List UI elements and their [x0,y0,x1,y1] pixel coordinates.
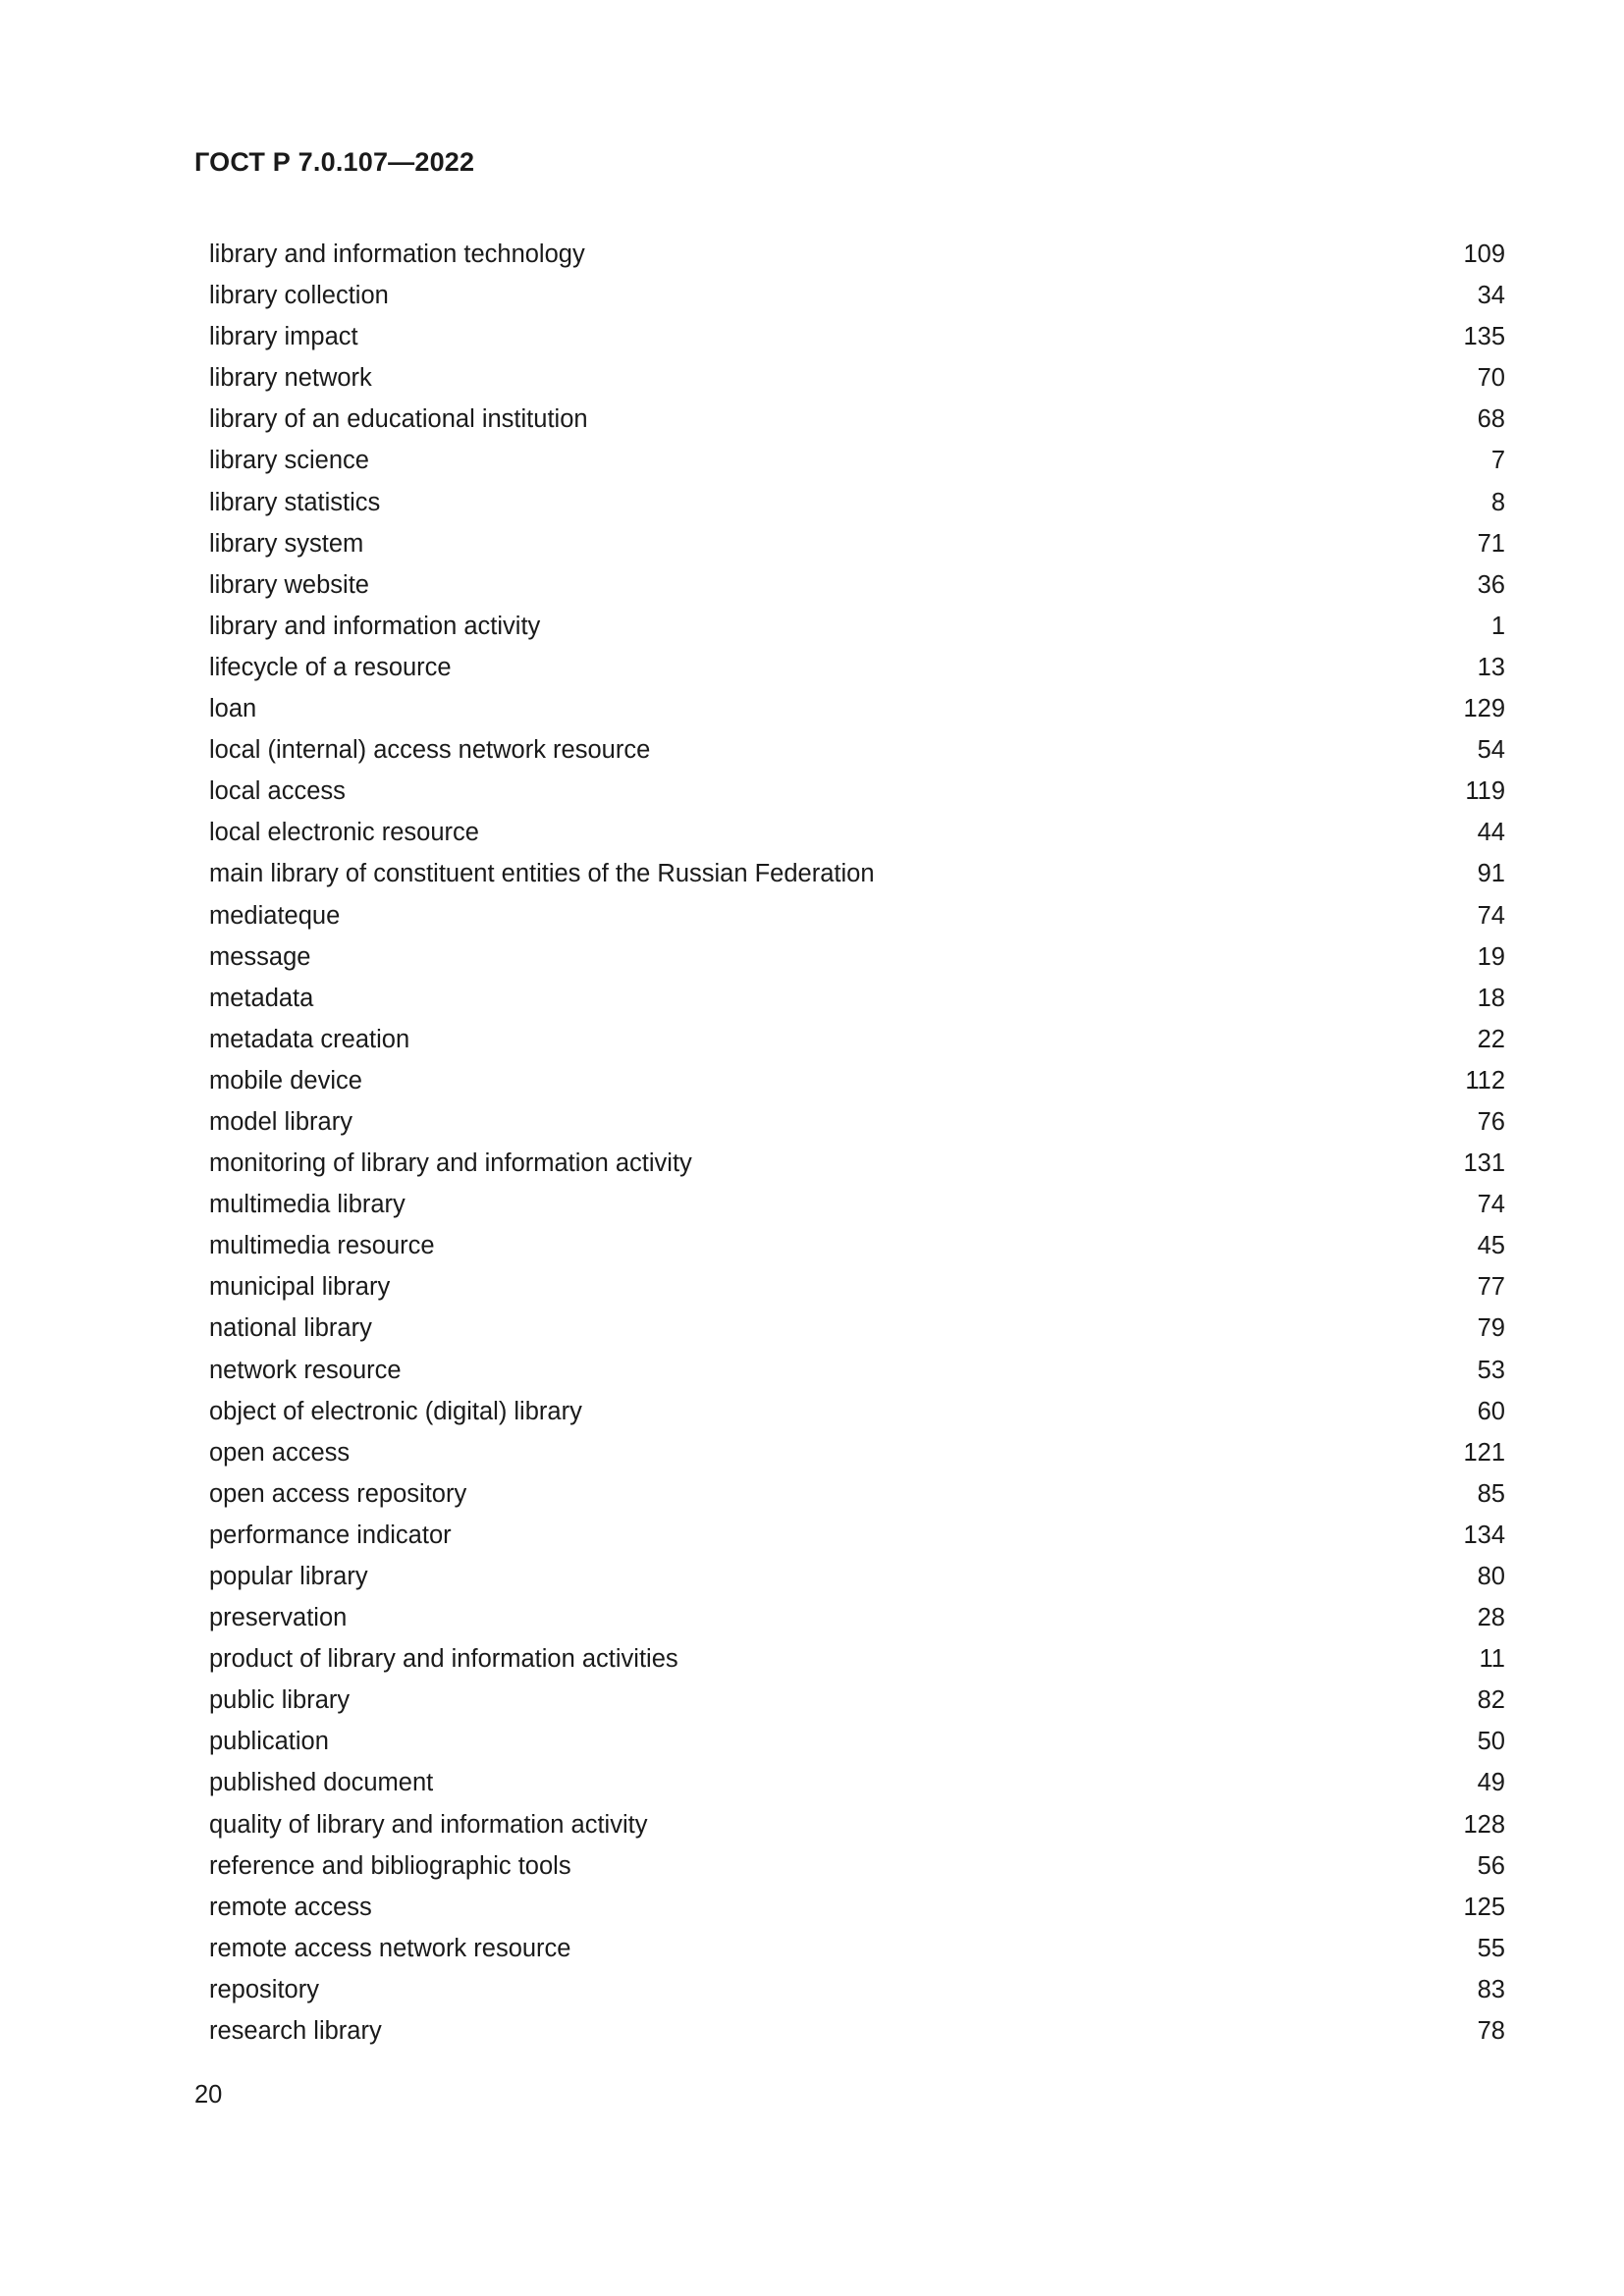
index-term: local electronic resource [209,819,479,847]
index-term-number: 91 [1477,860,1505,888]
index-term-number: 68 [1477,405,1505,434]
index-term-number: 77 [1477,1273,1505,1302]
index-term: public library [209,1686,351,1715]
index-term-number: 34 [1477,282,1505,310]
index-term: library and information technology [209,240,585,268]
index-entry [209,523,1505,564]
index-term: loan [209,695,257,723]
index-term: library statistics [209,488,381,516]
index-term-number: 70 [1477,364,1505,393]
index-term-number: 60 [1477,1397,1505,1425]
index-entry [209,1597,1505,1638]
index-term: remote access network resource [209,1934,571,1962]
index-entry [209,978,1505,1019]
index-term: open access repository [209,1479,467,1508]
index-entry [209,1473,1505,1515]
document-header: ГОСТ Р 7.0.107—2022 [194,147,475,177]
index-term-number: 82 [1477,1686,1505,1715]
index-entry [209,1432,1505,1473]
index-entry [209,1638,1505,1680]
index-term: local (internal) access network resource [209,736,651,765]
index-term-number: 13 [1477,653,1505,681]
index-term-number: 49 [1477,1769,1505,1797]
index-entry [209,895,1505,936]
index-entry [209,1887,1505,1928]
index-term-number: 125 [1463,1893,1505,1921]
index-term: object of electronic (digital) library [209,1397,582,1425]
index-entry [209,1969,1505,2010]
index-term-number: 56 [1477,1851,1505,1880]
index-term-number: 119 [1465,777,1505,806]
index-term: local access [209,777,346,806]
index-term-number: 128 [1463,1810,1505,1839]
index-term: popular library [209,1563,368,1590]
index-term-number: 44 [1477,819,1505,847]
index-term: product of library and information activities [209,1645,678,1674]
index-term-number: 80 [1477,1563,1505,1590]
index-entry [209,1350,1505,1391]
index-entry [209,647,1505,688]
index-term: municipal library [209,1273,391,1302]
index-term-number: 109 [1463,240,1505,268]
index-entry [209,1804,1505,1845]
index-term-number: 112 [1465,1066,1505,1095]
index-term-number: 54 [1477,736,1505,765]
index-entry [209,1928,1505,1969]
index-entry [209,234,1505,275]
index-term-number: 79 [1477,1314,1505,1343]
index-term-number: 53 [1477,1356,1505,1384]
index-term: library of an educational institution [209,405,588,434]
index-term-number: 71 [1477,529,1505,558]
index-term: mobile device [209,1066,362,1095]
index-term: library website [209,570,369,599]
index-term: model library [209,1107,352,1136]
index-term-number: 22 [1477,1025,1505,1053]
index-term: multimedia resource [209,1232,435,1260]
index-term-number: 134 [1463,1521,1505,1549]
index-entry [209,1845,1505,1887]
index-term: library and information activity [209,612,541,640]
index-entry [209,1101,1505,1143]
index-term-number: 85 [1477,1479,1505,1508]
index-entry [209,1266,1505,1308]
index-term: publication [209,1728,329,1756]
index-entry [209,688,1505,729]
index-term-number: 121 [1463,1438,1505,1467]
index-term: monitoring of library and information activity [209,1149,692,1178]
page-number: 20 [194,2081,223,2109]
index-term-number: 7 [1490,447,1505,475]
index-entry [209,853,1505,894]
index-term: library science [209,447,369,475]
index-term: library system [209,529,364,558]
index-term: repository [209,1975,319,2003]
index-entry [209,771,1505,812]
index-entry [209,1308,1505,1349]
index-term-number: 76 [1477,1107,1505,1136]
index-term: network resource [209,1356,402,1384]
index-entry [209,1721,1505,1762]
index-term-number: 55 [1477,1934,1505,1962]
index-term-number: 83 [1477,1975,1505,2003]
index-entry [209,482,1505,523]
index-term: open access [209,1438,351,1467]
index-term-number: 78 [1477,2017,1505,2046]
index-entry [209,812,1505,853]
index-term: metadata creation [209,1025,410,1053]
index-entry [209,1762,1505,1803]
index-term: main library of constituent entities of the Russian Federation [209,860,875,888]
index-entry [209,316,1505,357]
index-entry [209,729,1505,771]
index-term-number: 50 [1477,1728,1505,1756]
index-term: performance indicator [209,1521,452,1549]
index-term-number: 131 [1463,1149,1505,1178]
index-term-number: 129 [1463,695,1505,723]
index-term: preservation [209,1604,348,1632]
term-index-list [209,234,1505,2052]
index-entry [209,1225,1505,1266]
index-entry [209,1060,1505,1101]
index-term: published document [209,1769,434,1797]
index-term: research library [209,2017,382,2046]
index-entry [209,1184,1505,1225]
index-term-number: 28 [1477,1604,1505,1632]
index-entry [209,440,1505,481]
index-term: library impact [209,323,358,351]
index-term-number: 19 [1477,942,1505,971]
index-entry [209,1143,1505,1184]
index-entry [209,1515,1505,1556]
index-term: lifecycle of a resource [209,653,452,681]
index-term: message [209,942,311,971]
index-term: library collection [209,282,389,310]
index-term: multimedia library [209,1191,406,1219]
index-term-number: 36 [1477,570,1505,599]
index-term-number: 74 [1477,1191,1505,1219]
index-entry [209,564,1505,606]
index-term: remote access [209,1893,372,1921]
index-term-number: 11 [1479,1645,1505,1674]
index-term-number: 74 [1477,901,1505,930]
index-entry [209,606,1505,647]
index-entry [209,936,1505,978]
index-entry [209,1680,1505,1721]
index-term: reference and bibliographic tools [209,1851,571,1880]
index-entry [209,275,1505,316]
index-term-number: 8 [1490,488,1505,516]
index-entry [209,399,1505,440]
index-entry [209,2010,1505,2052]
index-term-number: 45 [1477,1232,1505,1260]
index-term-number: 135 [1463,323,1505,351]
index-term-number: 18 [1477,984,1505,1012]
index-entry [209,1019,1505,1060]
index-entry [209,1556,1505,1597]
index-term: mediateque [209,901,341,930]
index-term: metadata [209,984,314,1012]
index-entry [209,1391,1505,1432]
index-term: library network [209,364,372,393]
index-entry [209,357,1505,399]
index-term: national library [209,1314,372,1343]
index-term-number: 1 [1490,612,1505,640]
index-term: quality of library and information activity [209,1810,648,1839]
